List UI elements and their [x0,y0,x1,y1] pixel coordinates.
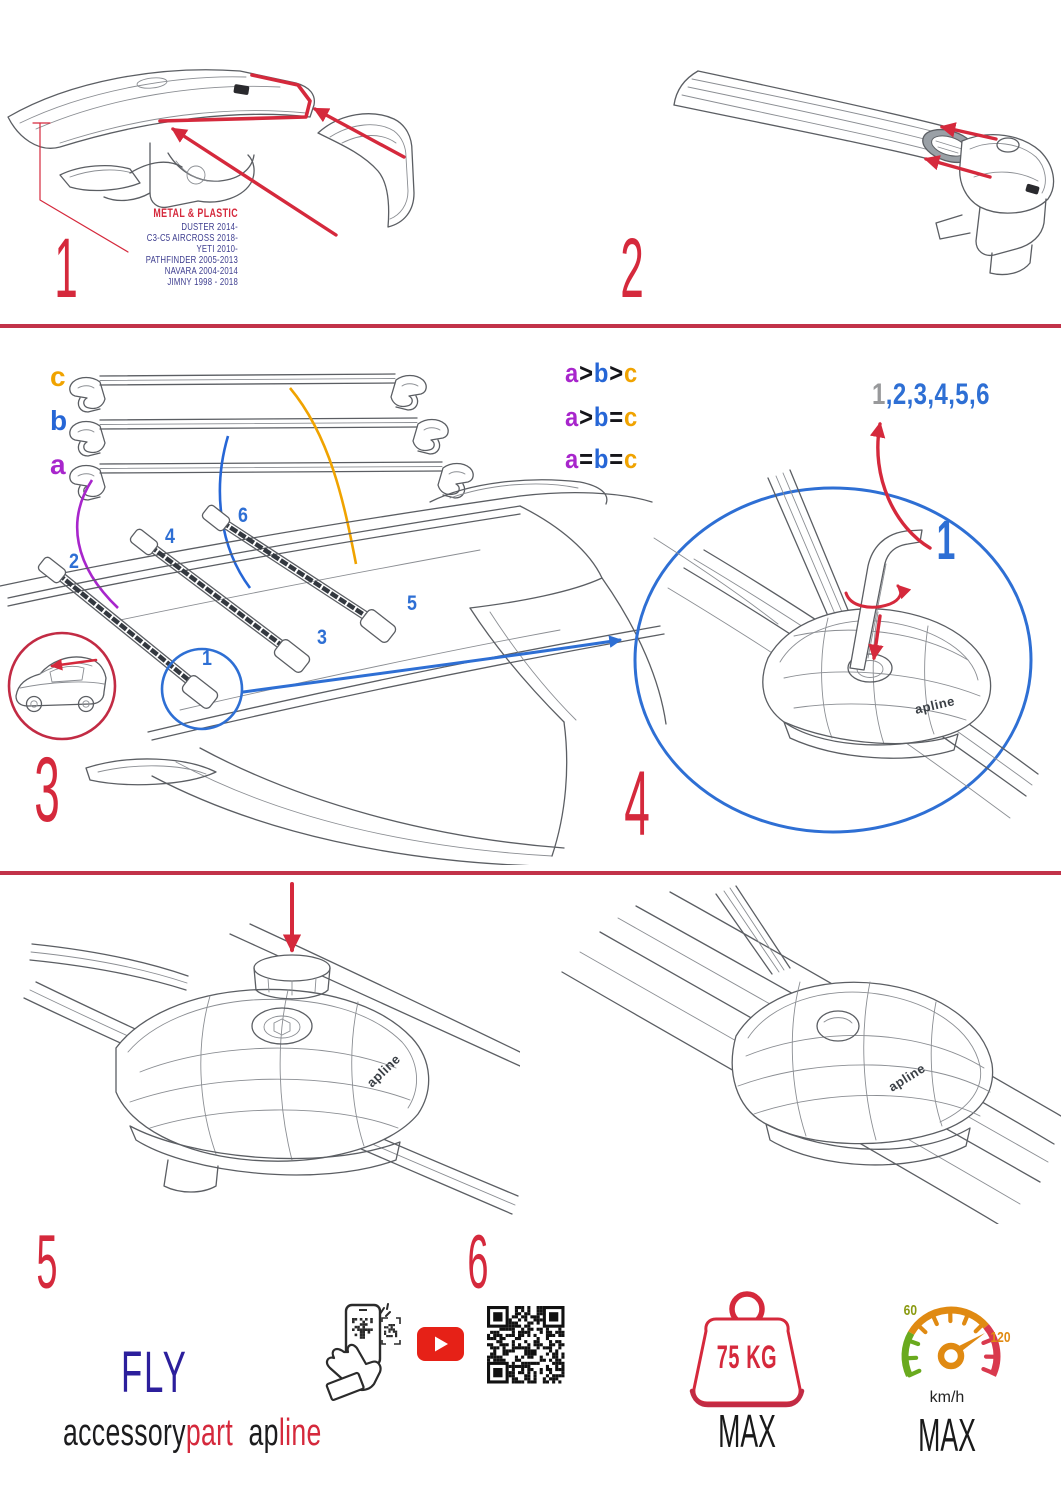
brand-word-line: line [278,1412,322,1454]
position-label-3: 3 [317,626,327,649]
speed-unit-label: km/h [929,1389,965,1406]
scan-sparkle [380,1304,390,1316]
max-speed-label: MAX [918,1409,976,1461]
formula-op: = [609,444,625,474]
sequence-first: 1 [872,378,886,411]
formula-term: b [593,402,610,432]
material-note: METAL & PLASTIC [153,206,238,220]
step-number-1: 1 [54,221,78,315]
formula-term: c [624,358,639,388]
formula-op: = [579,444,594,474]
position-label-1: 1 [202,647,212,670]
product-name: FLY [121,1340,188,1405]
bar-c [70,374,426,412]
apline-foot-logo: apline [363,1051,404,1091]
curve-bar-c [290,388,356,564]
formula-term: b [593,358,610,388]
youtube-icon [417,1327,464,1361]
formula-term: a [565,402,580,432]
apline-logo-patch [233,84,249,95]
formula-term: a [565,444,580,474]
mini-qr-modules [384,1324,397,1337]
step4-tightening-illustration [618,378,1061,862]
mounted-bar-rear [201,504,398,645]
step-number-3: 3 [34,739,60,841]
bar-a [70,462,473,500]
formula-term: c [624,402,639,432]
section-divider-bottom [0,871,1061,875]
brand-wordmark [63,1414,322,1452]
bar-label-b: b [50,405,68,436]
formula-op: > [579,402,594,432]
detail-callout-1: 1 [936,508,956,571]
brand-word-part: part [185,1412,234,1454]
bar-b [70,418,448,456]
formula-term: b [593,444,610,474]
step-number-2: 2 [620,221,644,315]
step5-cap-illustration [20,876,520,1224]
formula-term: a [565,358,580,388]
bar-label-a: a [50,449,66,480]
brand-word-accessory: accessory [63,1412,186,1454]
formula-op: > [609,358,625,388]
model-line: DUSTER 2014- [181,221,238,233]
position-label-6: 6 [238,504,248,527]
model-line: C3-C5 AIRCROSS 2018- [146,232,238,244]
formula-term: c [624,444,639,474]
position-label-2: 2 [69,550,79,573]
apline-foot-logo: apline [913,693,957,717]
step-number-4: 4 [624,753,650,855]
step2-bar-end-illustration [640,45,1061,300]
model-line: JIMNY 1998 - 2018 [167,276,238,288]
max-weight-value: 75 KG [716,1339,778,1375]
step6-finished-illustration [540,876,1061,1224]
section-divider-top [0,324,1061,328]
qr-code-modules [487,1306,565,1384]
model-line: PATHFINDER 2005-2013 [145,254,238,266]
formula-op: > [579,358,594,388]
bar-label-c: c [50,361,66,392]
position-label-5: 5 [407,592,417,615]
arrow-cover-to-bar [315,109,404,157]
brand-word-ap: ap [248,1412,279,1454]
step-number-5: 5 [36,1220,58,1305]
apline-foot-logo: apline [885,1060,929,1095]
speed-scale-120: 120 [990,1329,1011,1346]
vehicle-model-list [121,222,238,288]
sequence-rest: ,2,3,4,5,6 [885,378,990,411]
speed-scale-60: 60 [903,1302,918,1319]
model-line: NAVARA 2004-2014 [164,265,238,277]
max-weight-label: MAX [718,1405,776,1457]
car-direction-inset [9,633,115,739]
position-label-4: 4 [165,525,175,548]
scan-qr-phone-icon [322,1300,402,1402]
step-number-6: 6 [467,1220,489,1305]
formula-op: = [609,402,625,432]
qr-code [487,1306,565,1384]
model-line: YETI 2010- [196,243,238,255]
